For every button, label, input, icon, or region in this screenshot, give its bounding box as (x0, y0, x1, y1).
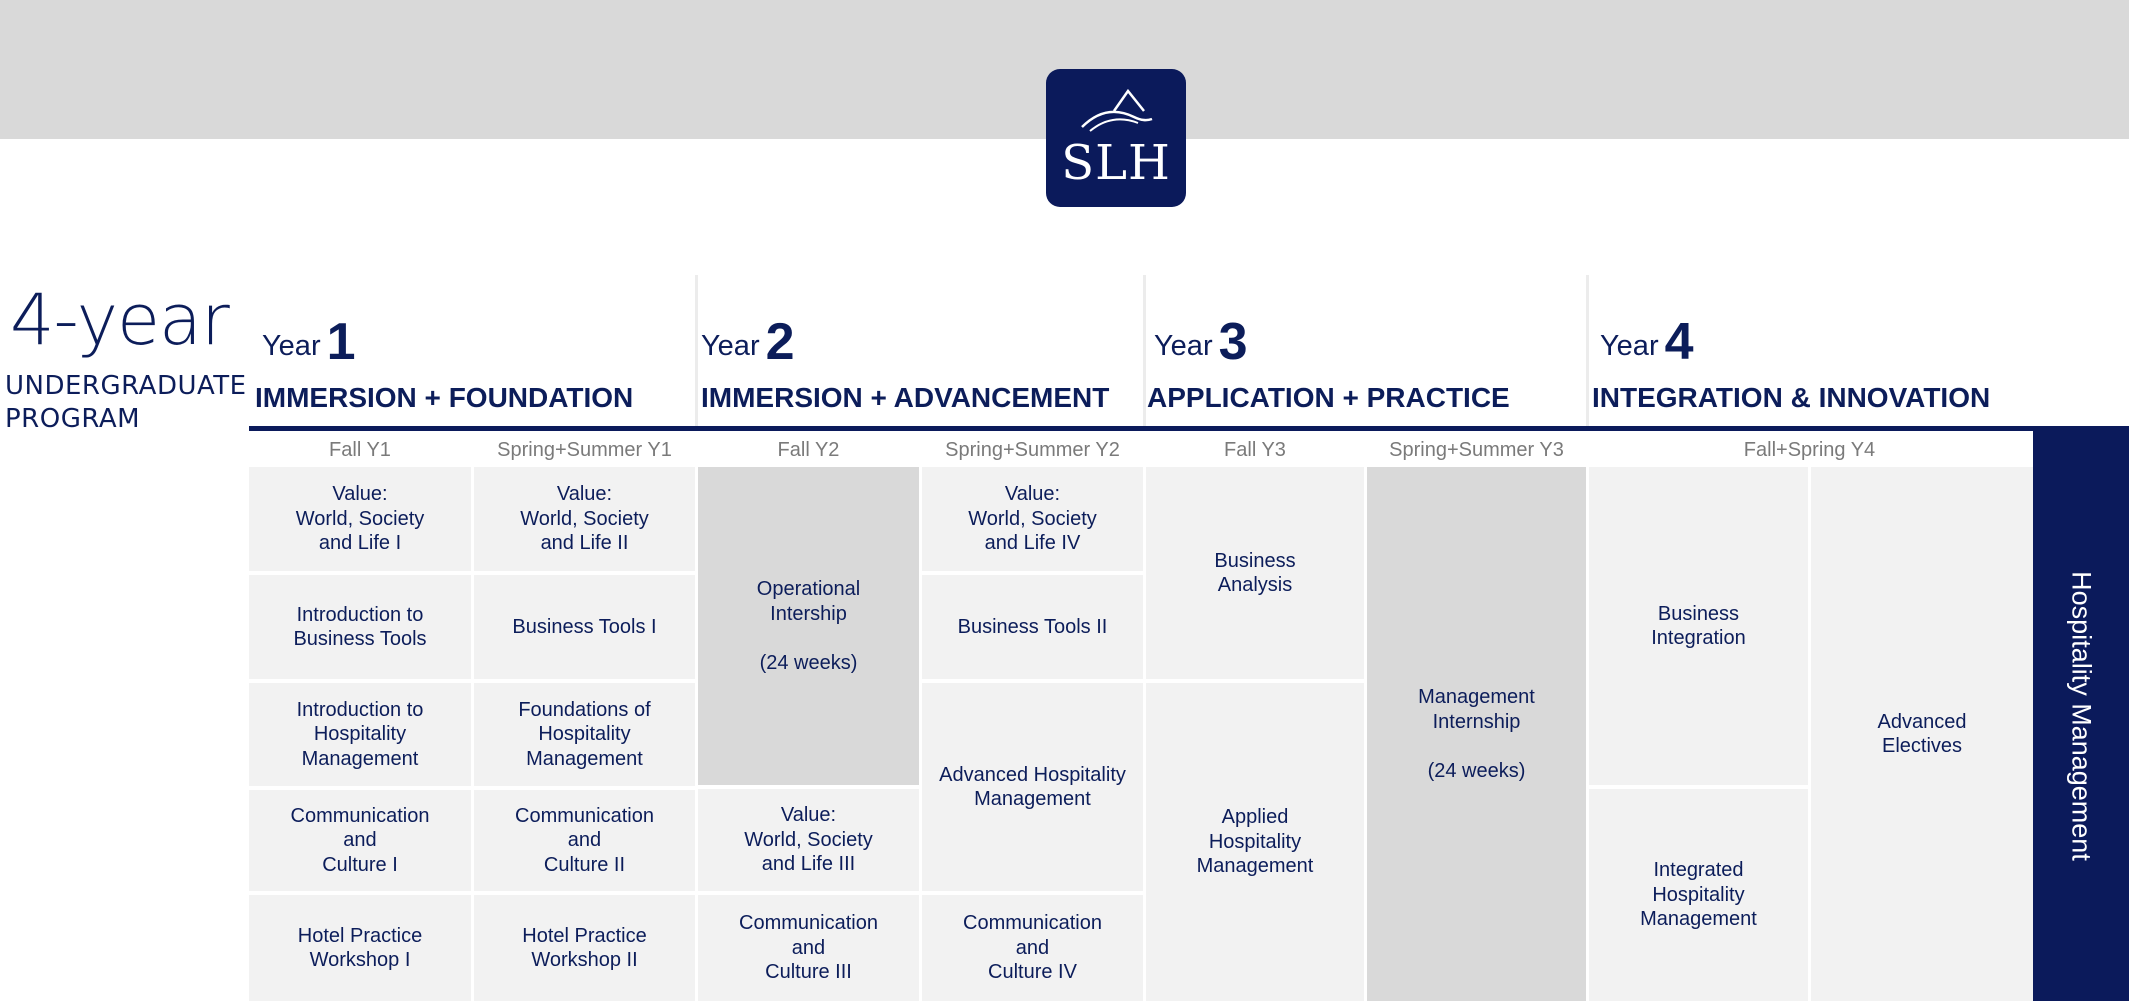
year-separator (1143, 275, 1146, 428)
year-2-theme: IMMERSION + ADVANCEMENT (701, 382, 1110, 413)
year-3-label: Year 3 (1154, 313, 1248, 371)
program-title: 4-year (10, 279, 229, 361)
course-cell: Introduction to Hospitality Management (249, 683, 471, 786)
course-cell: Applied Hospitality Management (1146, 683, 1364, 1001)
year-separator (1586, 275, 1589, 428)
course-cell: Integrated Hospitality Management (1589, 789, 1808, 1001)
semester-fall-spring-y4: Fall+Spring Y4 (1743, 439, 1876, 461)
year-4-theme: INTEGRATION & INNOVATION (1592, 382, 1991, 413)
year-1-label: Year 1 (262, 313, 356, 371)
logo-text: SLH (1061, 135, 1171, 191)
course-cell: Communication and Culture III (698, 895, 919, 1001)
internship-cell: Management Internship (24 weeks) (1367, 467, 1586, 1001)
course-cell: Value: World, Society and Life II (474, 467, 695, 571)
semester-spring-y3: Spring+Summer Y3 (1389, 439, 1564, 461)
course-cell: Foundations of Hospitality Management (474, 683, 695, 786)
year-1-theme: IMMERSION + FOUNDATION (255, 382, 634, 413)
semester-fall-y1: Fall Y1 (329, 439, 391, 461)
course-cell: Communication and Culture I (249, 790, 471, 891)
header-rule (249, 426, 2129, 431)
semester-fall-y2: Fall Y2 (777, 439, 840, 461)
year-separator (695, 275, 698, 428)
course-cell: Business Integration (1589, 467, 1808, 785)
internship-cell: Operational Intership (24 weeks) (698, 467, 919, 785)
semester-spring-y1: Spring+Summer Y1 (497, 439, 672, 461)
course-cell: Business Tools I (474, 575, 695, 679)
course-cell: Value: World, Society and Life IV (922, 467, 1143, 571)
year-3-theme: APPLICATION + PRACTICE (1147, 382, 1510, 413)
course-cell: Business Tools II (922, 575, 1143, 679)
year-4-label: Year 4 (1600, 313, 1694, 371)
slh-logo (1046, 69, 1186, 207)
course-cell: Advanced Electives (1811, 467, 2033, 1001)
course-cell: Hotel Practice Workshop I (249, 895, 471, 1001)
semester-spring-y2: Spring+Summer Y2 (945, 439, 1120, 461)
course-cell: Value: World, Society and Life III (698, 789, 919, 891)
course-cell: Advanced Hospitality Management (922, 683, 1143, 891)
course-cell: Introduction to Business Tools (249, 575, 471, 679)
program-subtitle: UNDERGRADUATE PROGRAM (5, 371, 247, 434)
course-cell: Hotel Practice Workshop II (474, 895, 695, 1001)
year-2-label: Year 2 (701, 313, 795, 371)
course-cell: Communication and Culture II (474, 790, 695, 891)
course-cell: Value: World, Society and Life I (249, 467, 471, 571)
course-cell: Communication and Culture IV (922, 895, 1143, 1001)
semester-fall-y3: Fall Y3 (1224, 439, 1286, 461)
course-cell: Business Analysis (1146, 467, 1364, 679)
side-label: Hospitality Management (2066, 571, 2097, 861)
mountain-wave-icon (1076, 89, 1156, 139)
